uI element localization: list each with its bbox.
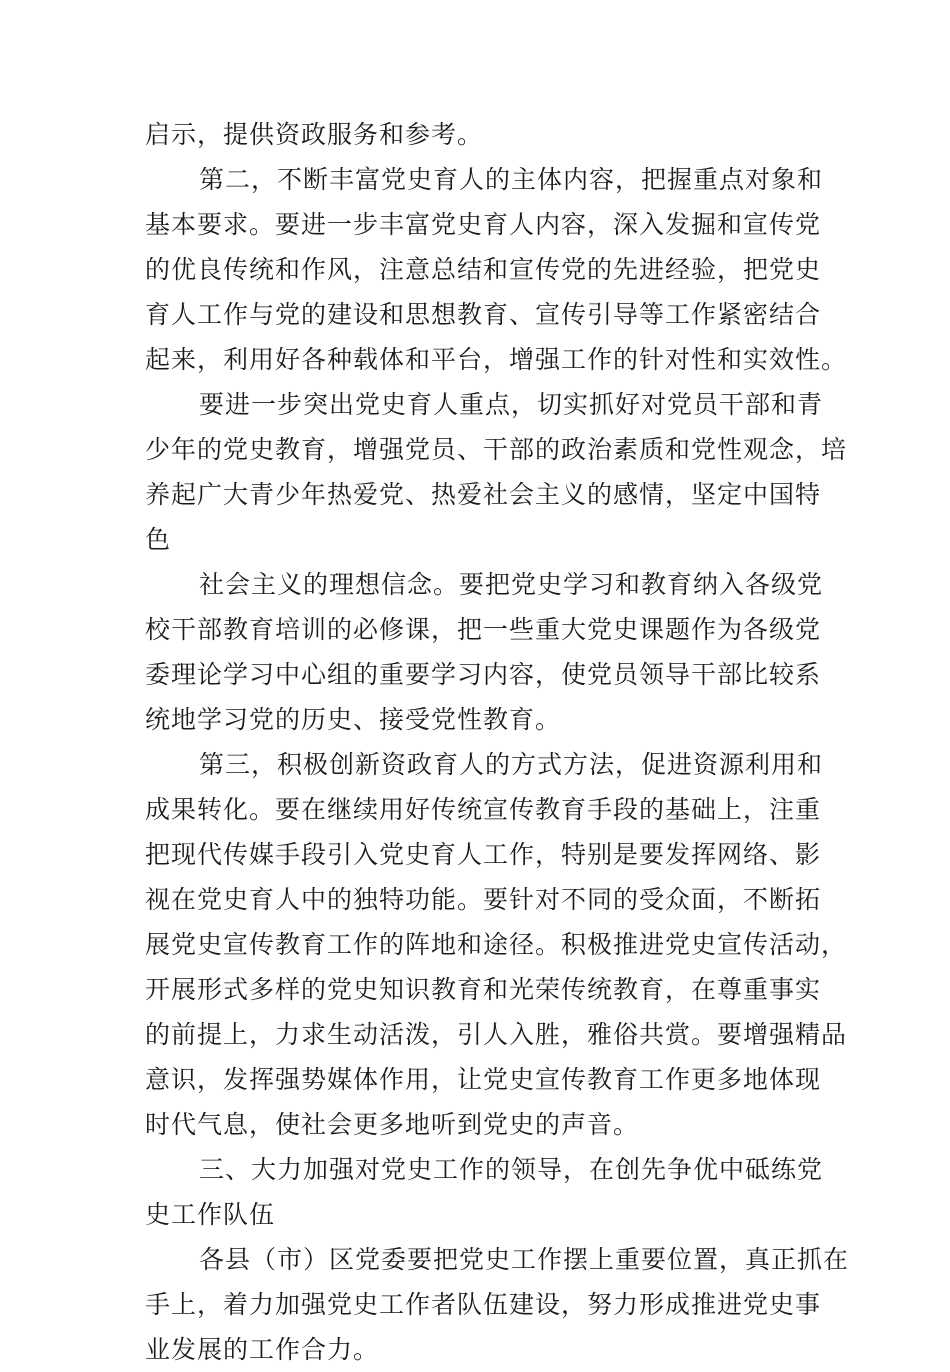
text-line: 成果转化。要在继续用好传统宣传教育手段的基础上，注重	[145, 795, 822, 824]
section-heading-line: 三、大力加强对党史工作的领导，在创先争优中砥练党	[199, 1155, 824, 1184]
text-line: 养起广大青少年热爱党、热爱社会主义的感情，坚定中国特	[145, 480, 822, 509]
text-line: 业发展的工作合力。	[145, 1335, 380, 1364]
text-line: 色	[145, 525, 172, 554]
text-line: 开展形式多样的党史知识教育和光荣传统教育，在尊重事实	[145, 975, 822, 1004]
text-line: 时代气息，使社会更多地听到党史的声音。	[145, 1110, 640, 1139]
text-line: 视在党史育人中的独特功能。要针对不同的受众面，不断拓	[145, 885, 822, 914]
text-line: 起来，利用好各种载体和平台，增强工作的针对性和实效性。	[145, 345, 848, 374]
text-line: 统地学习党的历史、接受党性教育。	[145, 705, 562, 734]
text-line: 基本要求。要进一步丰富党史育人内容，深入发掘和宣传党	[145, 210, 822, 239]
text-line: 的优良传统和作风，注意总结和宣传党的先进经验，把党史	[145, 255, 822, 284]
section-heading-line: 史工作队伍	[145, 1200, 276, 1229]
text-line: 意识，发挥强势媒体作用，让党史宣传教育工作更多地体现	[145, 1065, 822, 1094]
text-line: 的前提上，力求生动活泼，引人入胜，雅俗共赏。要增强精品	[145, 1020, 848, 1049]
text-line: 要进一步突出党史育人重点，切实抓好对党员干部和青	[199, 390, 824, 419]
text-line: 展党史宣传教育工作的阵地和途径。积极推进党史宣传活动，	[145, 930, 848, 959]
text-line: 校干部教育培训的必修课，把一些重大党史课题作为各级党	[145, 615, 822, 644]
text-line: 社会主义的理想信念。要把党史学习和教育纳入各级党	[199, 570, 824, 599]
text-line: 手上，着力加强党史工作者队伍建设，努力形成推进党史事	[145, 1290, 822, 1319]
text-line: 第三，积极创新资政育人的方式方法，促进资源利用和	[199, 750, 824, 779]
text-line: 委理论学习中心组的重要学习内容，使党员领导干部比较系	[145, 660, 822, 689]
text-line: 把现代传媒手段引入党史育人工作，特别是要发挥网络、影	[145, 840, 822, 869]
text-line: 启示，提供资政服务和参考。	[145, 120, 484, 149]
text-line: 育人工作与党的建设和思想教育、宣传引导等工作紧密结合	[145, 300, 822, 329]
text-line: 少年的党史教育，增强党员、干部的政治素质和党性观念，培	[145, 435, 848, 464]
document-page	[145, 112, 850, 1372]
text-line: 第二，不断丰富党史育人的主体内容，把握重点对象和	[199, 165, 824, 194]
text-line: 各县（市）区党委要把党史工作摆上重要位置，真正抓在	[199, 1245, 850, 1274]
